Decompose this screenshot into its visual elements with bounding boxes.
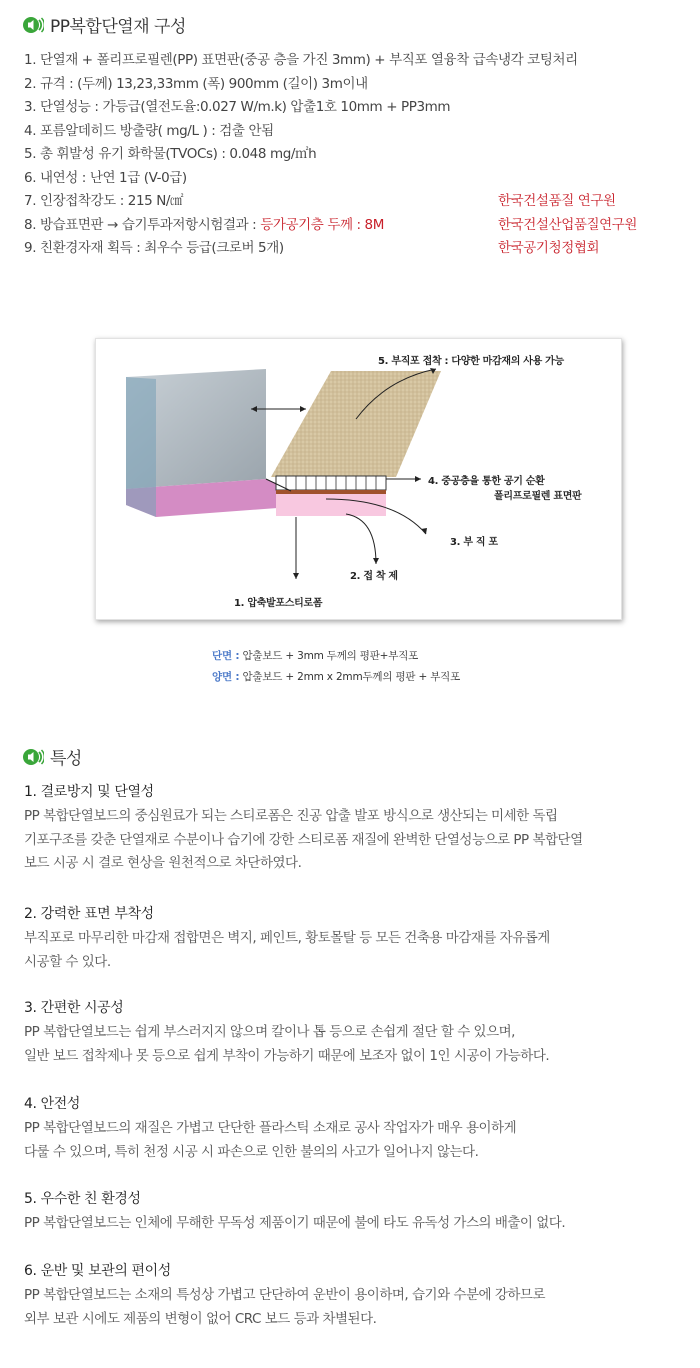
hollow-layer xyxy=(276,476,386,490)
label-fabric: 3. 부 직 포 xyxy=(450,537,498,548)
list-item: 2. 규격 : (두께) 13,23,33mm (폭) 900mm (길이) 3m이내 xyxy=(24,75,368,92)
list-item: 3. 단열성능 : 가등급(열전도율:0.027 W/m.k) 압출1호 10mm + PP3mm xyxy=(24,99,451,115)
board-side xyxy=(126,377,156,517)
list-item: 9. 친환경자재 획득 : 최우수 등급(크로버 5개) 한국공기청정협회 xyxy=(24,236,684,260)
list-item: 6. 내연성 : 난연 1급 (V-0급) xyxy=(24,169,187,186)
feature-body: PP 복합단열보드는 쉽게 부스러지지 않으며 칼이나 톱 등으로 손쉽게 절단 할 수 있으며, 일반 보드 접착제나 못 등으로 쉽게 부착이 가능하기 때문에 보조자 없이 1인 시공이 가능하다. xyxy=(24,1024,550,1064)
feature-item xyxy=(24,903,684,974)
feature-item xyxy=(24,997,684,1068)
composition-list xyxy=(24,48,684,260)
feature-title: 5. 우수한 친 환경성 xyxy=(24,1191,141,1207)
composition-title: PP복합단열재 구성 xyxy=(50,17,186,37)
composition-heading xyxy=(22,12,186,37)
list-item: 5. 총 휘발성 유기 화학물(TVOCs) : 0.048 mg/㎡h xyxy=(24,146,317,162)
feature-item xyxy=(24,1188,684,1236)
label-foam: 1. 압축발포스티로폼 xyxy=(234,598,323,609)
feature-title: 4. 안전성 xyxy=(24,1096,80,1112)
list-item: 4. 포름알데히드 방출량( mg/L ) : 검출 안됨 xyxy=(24,122,274,139)
feature-body: 부직포로 마무리한 마감재 접합면은 벽지, 페인트, 황토몰탈 등 모든 건축용 마감재를 자유롭게 시공할 수 있다. xyxy=(24,930,550,970)
feature-title: 1. 결로방지 및 단열성 xyxy=(24,784,154,800)
feature-item xyxy=(24,1093,684,1164)
structure-diagram xyxy=(95,338,622,620)
speaker-icon xyxy=(22,746,44,768)
feature-item xyxy=(24,1260,684,1331)
speaker-icon xyxy=(22,14,44,36)
feature-body: PP 복합단열보드는 소재의 특성상 가볍고 단단하여 운반이 용이하며, 습기와 수분에 강하므로 외부 보관 시에도 제품의 변형이 없어 CRC 보드 등과 차별된다. xyxy=(24,1287,546,1327)
caption-double: 양면 : 압출보드 + 2mm x 2mm두께의 평판 + 부직포 xyxy=(212,671,461,683)
features-title: 특성 xyxy=(50,749,82,769)
pp-surface-plate xyxy=(276,490,386,494)
certifier-name: 한국건설산업품질연구원 xyxy=(498,216,638,233)
feature-title: 6. 운반 및 보관의 편이성 xyxy=(24,1263,171,1279)
feature-body: PP 복합단열보드의 재질은 가볍고 단단한 플라스틱 소재로 공사 작업자가 매우 용이하게 다룰 수 있으며, 특히 천정 시공 시 파손으로 인한 불의의 사고가 일어나지 않는다. xyxy=(24,1120,517,1160)
list-item: 8. 방습표면판 → 습기투과저항시험결과 : 등가공기층 두께 : 8M 한국건설산업품질연구원 xyxy=(24,213,684,237)
features-heading xyxy=(22,744,82,769)
feature-title: 3. 간편한 시공성 xyxy=(24,1000,124,1016)
label-pp: 폴리프로필렌 표면판 xyxy=(494,491,582,502)
feature-body: PP 복합단열보드의 중심원료가 되는 스티로폼은 진공 압출 발포 방식으로 생산되는 미세한 독립 기포구조를 갖춘 단열재로 수분이나 습기에 강한 스티로폼 재질에 완벽한 단열성능으로 PP 복합단열 보드 시공 시 결로 현상을 원천적으로 차단하였다. xyxy=(24,808,583,871)
label-adhesive: 2. 접 착 제 xyxy=(350,571,398,582)
caption-single: 단면 : 압출보드 + 3mm 두께의 평판+부직포 xyxy=(212,650,419,662)
label-nonwoven: 5. 부직포 접착 : 다양한 마감재의 사용 가능 xyxy=(378,356,564,367)
test-result-highlight: 등가공기층 두께 : 8M xyxy=(260,216,384,233)
list-item: 1. 단열재 + 폴리프로필렌(PP) 표면판(중공 층을 가진 3mm) + 부직포 열융착 급속냉각 코팅처리 xyxy=(24,52,578,68)
certifier-name: 한국건설품질 연구원 xyxy=(498,193,616,209)
adhesive-fabric xyxy=(276,494,386,516)
nonwoven-sheet xyxy=(271,371,441,477)
list-item: 7. 인장접착강도 : 215 N/㎠ 한국건설품질 연구원 xyxy=(24,189,684,213)
feature-body: PP 복합단열보드는 인체에 무해한 무독성 제품이기 때문에 불에 타도 유독성 가스의 배출이 없다. xyxy=(24,1215,566,1231)
certifier-name: 한국공기청정협회 xyxy=(498,240,600,256)
label-hollow: 4. 중공층을 통한 공기 순환 xyxy=(428,476,545,487)
feature-title: 2. 강력한 표면 부착성 xyxy=(24,906,154,922)
feature-item xyxy=(24,781,684,876)
